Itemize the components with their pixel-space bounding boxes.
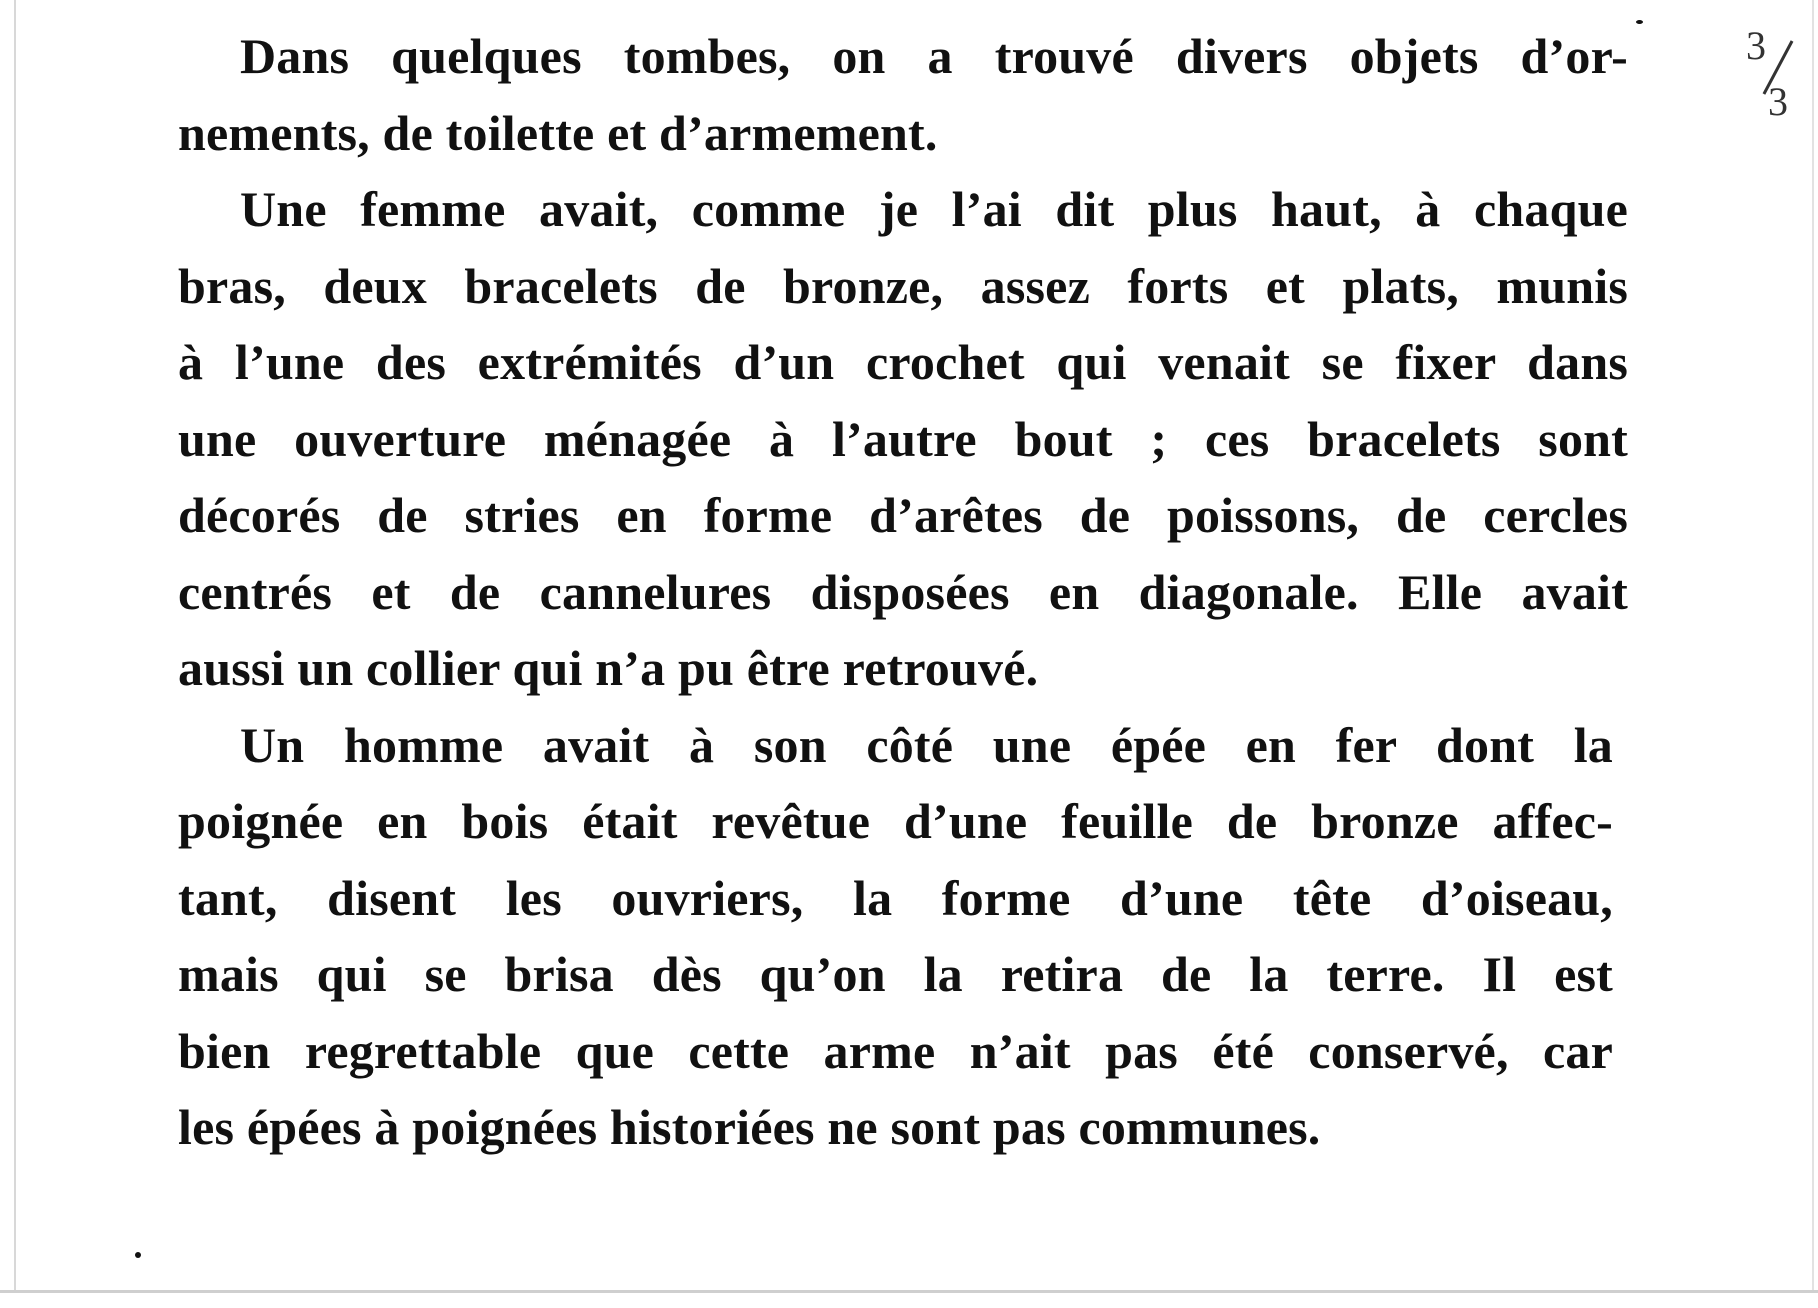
text-line: tant, disent les ouvriers, la forme d’une tête d’oiseau, [178, 869, 1613, 926]
folio-denominator: 3 [1768, 79, 1788, 124]
text-line: poignée en bois était revêtue d’une feuille de bronze affec- [178, 793, 1613, 849]
ink-speck [1636, 20, 1643, 24]
text-line: Dans quelques tombes, on a trouvé divers objets d’or- [240, 28, 1628, 84]
paper-edge-left [14, 0, 16, 1290]
paper-edge-right [1812, 0, 1814, 1290]
text-line: nements, de toilette et d’armement. [178, 104, 938, 161]
text-line: les épées à poignées historiées ne sont pas communes. [178, 1099, 1321, 1155]
text-line: décorés de stries en forme d’arêtes de poissons, de cercles [178, 487, 1628, 543]
folio-numerator: 3 [1746, 23, 1766, 68]
text-line: à l’une des extrémités d’un crochet qui venait se fixer dans [178, 334, 1628, 390]
paragraph-1 [178, 18, 1628, 171]
text-line: centrés et de cannelures disposées en diagonale. Elle avait [178, 563, 1628, 620]
text-line: mais qui se brisa dès qu’on la retira de la terre. Il est [178, 946, 1613, 1002]
paragraph-2 [178, 171, 1628, 707]
paragraph-3 [178, 707, 1628, 1166]
text-line: bien regrettable que cette arme n’ait pas été conservé, car [178, 1022, 1613, 1079]
ink-speck [135, 1252, 141, 1258]
text-line: bras, deux bracelets de bronze, assez forts et plats, munis [178, 257, 1628, 314]
text-line: une ouverture ménagée à l’autre bout ; ces bracelets sont [178, 410, 1628, 467]
text-line: Une femme avait, comme je l’ai dit plus haut, à chaque [240, 181, 1628, 237]
body-text [178, 18, 1628, 1166]
text-line: aussi un collier qui n’a pu être retrouvé. [178, 640, 1039, 696]
text-line: Un homme avait à son côté une épée en fer dont la [240, 716, 1613, 773]
page-folio-annotation [1738, 23, 1808, 136]
paper-edge-bottom [0, 1290, 1818, 1293]
